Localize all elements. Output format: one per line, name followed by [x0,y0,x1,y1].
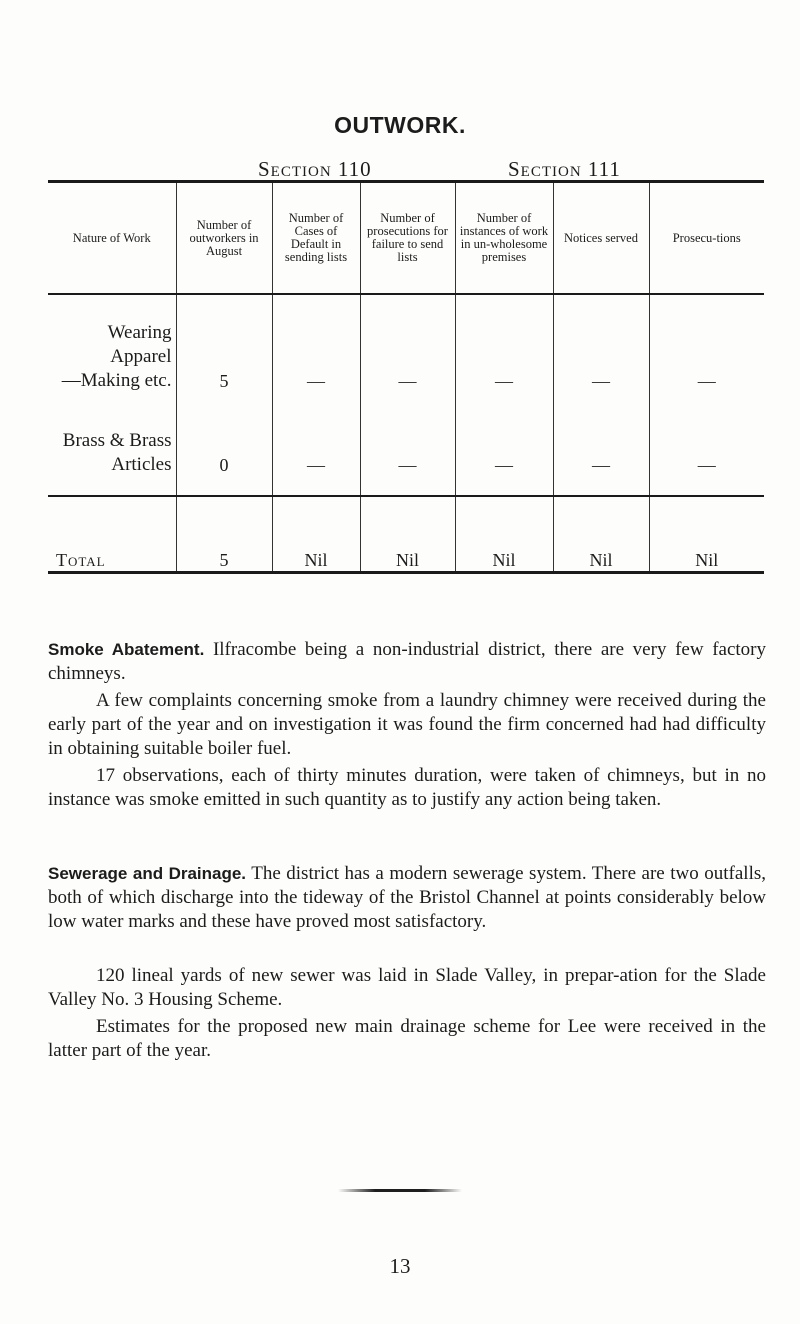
row-1-prosecutions: — [697,371,716,391]
row-1-nature [48,321,176,393]
sewerage-paragraph-1 [48,862,766,934]
row-2-notices: — [592,455,610,475]
smoke-text-1: Ilfracombe being a non-industrial district, there are very few factory chimneys. [48,639,766,684]
header-prosecutions: Prosecu-tions [649,182,764,295]
row-1-nature-line2: —Making etc. [61,370,172,391]
nature-of-work-cell [48,294,176,496]
outwork-table [48,180,764,574]
sewerage-paragraph-2: 120 lineal yards of new sewer was laid in Slade Valley, in prepar-ation for the Slade Valley No. 3 Housing Scheme. [48,965,766,1010]
total-prosecutions: Nil [649,496,764,573]
smoke-paragraph-3: 17 observations, each of thirty minutes duration, were taken of chimneys, but in no instance was smoke emitted in such quantity as to justify any action being taken. [48,765,766,810]
header-unwholesome: Number of instances of work in un-wholesome premises [455,182,553,295]
smoke-paragraph-1 [48,638,766,686]
header-nature-of-work: Nature of Work [48,182,176,295]
section-111-label: Section 111 [508,157,621,181]
row-2-nature-line2: Articles [111,454,172,475]
row-2-prosecutions: — [697,455,716,475]
prosecutions-failure-cell [360,294,455,496]
sewerage-paragraph-3: Estimates for the proposed new main drainage scheme for Lee were received in the latter part of the year. [48,1016,766,1061]
row-1-unwholesome: — [495,371,513,391]
row-2-default: — [307,455,325,475]
row-2-prosecutions-failure: — [398,455,417,475]
total-row [48,496,764,573]
row-1-notices: — [592,371,610,391]
row-2-nature-line1: Brass & Brass [62,430,172,451]
smoke-abatement-title: Smoke Abatement. [48,640,205,659]
notices-cell [553,294,649,496]
section-110-label: Section 110 [258,157,372,181]
header-default-cases: Number of Cases of Default in sending lists [272,182,360,295]
total-prosecutions-failure: Nil [360,496,455,573]
page-number: 13 [389,1254,411,1278]
total-label: Total [56,550,106,570]
header-notices-served: Notices served [553,182,649,295]
row-2-unwholesome: — [495,455,513,475]
total-default: Nil [272,496,360,573]
divider-ornament [338,1189,462,1192]
total-notices: Nil [553,496,649,573]
sewerage-text-1: The district has a modern sewerage system. There are two outfalls, both of which discharge into the tideway of the Bristol Channel at points considerably below low water marks and these have proved most satisfactory. [48,863,766,932]
sewerage-drainage-title: Sewerage and Drainage. [48,864,247,883]
default-cell [272,294,360,496]
table-header-row [48,182,764,295]
row-1-nature-line1: Wearing Apparel [107,322,172,367]
header-outworkers: Number of outworkers in August [176,182,272,295]
smoke-paragraph-2: A few complaints concerning smoke from a laundry chimney were received during the early part of the year and on investigation it was found the firm concerned had had difficulty in obtaining suitable boiler fuel. [48,690,766,759]
row-1-outworkers: 5 [219,371,229,391]
table-row [48,294,764,496]
row-1-default: — [307,371,325,391]
row-2-nature [48,429,176,477]
row-2-outworkers: 0 [219,455,229,475]
outworkers-cell [176,294,272,496]
total-outworkers: 5 [176,496,272,573]
prosecutions-cell [649,294,764,496]
page-heading: OUTWORK. [334,112,466,138]
total-unwholesome: Nil [455,496,553,573]
header-prosecutions-failure: Number of prosecutions for failure to send lists [360,182,455,295]
unwholesome-cell [455,294,553,496]
row-1-prosecutions-failure: — [398,371,417,391]
